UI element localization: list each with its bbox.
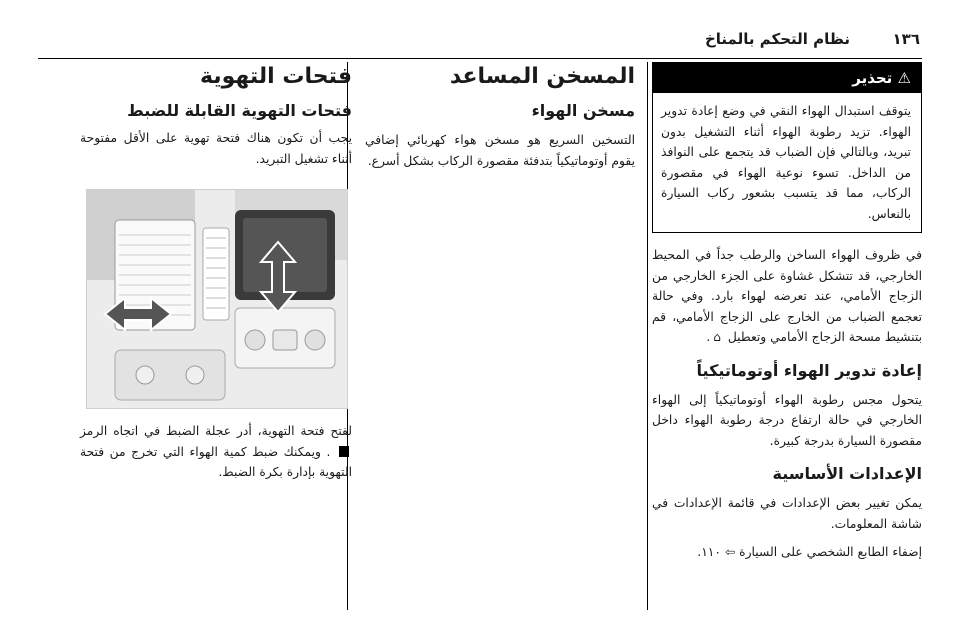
page-header bbox=[0, 12, 960, 52]
warning-header bbox=[653, 63, 921, 93]
reference-page: ١١٠. bbox=[697, 545, 722, 559]
paragraph-text: لفتح فتحة التهوية، أدر عجلة الضبط في اتجاه الرمز bbox=[80, 424, 352, 438]
section-heading: فتحات التهوية bbox=[200, 64, 352, 89]
warning-triangle-icon: ⚠ bbox=[897, 69, 911, 87]
right-column bbox=[652, 62, 922, 563]
warning-title: تحذير bbox=[852, 69, 893, 87]
reference-paragraph bbox=[652, 542, 922, 563]
page-number: ١٣٦ bbox=[892, 30, 920, 48]
section-heading: المسخن المساعد bbox=[449, 64, 635, 89]
paragraph bbox=[80, 421, 352, 483]
paragraph: يمكن تغيير بعض الإعدادات في قائمة الإعدادات في شاشة المعلومات. bbox=[652, 496, 922, 531]
reference-arrow-icon: ⇦ bbox=[724, 545, 736, 559]
open-vent-icon bbox=[339, 446, 349, 457]
dashboard-illustration bbox=[86, 190, 347, 409]
paragraph: يجب أن تكون هناك فتحة تهوية على الأقل مفتوحة أثناء تشغيل التبريد. bbox=[80, 131, 352, 166]
paragraph: التسخين السريع هو مسخن هواء كهربائي إضافي يقوم أوتوماتيكياً بتدفئة مقصورة الركاب بشكل أسرع. bbox=[365, 133, 635, 168]
paragraph: في ظروف الهواء الساخن والرطب جداً في المحيط الخارجي، قد تتشكل غشاوة على الجزء الخارجي من الزجاج الأمامي، عند تعرضه لهواء بارد. وفي حالة تعجمع الضباب من الخارج على الزجاج الأمامي، قم بتنشيط مسحة الزجاج الأمامي وتعطيل ⌂. bbox=[652, 245, 922, 348]
header-rule bbox=[38, 58, 922, 59]
vent-figure bbox=[86, 189, 348, 409]
paragraph-text: . ويمكنك ضبط كمية الهواء التي تخرج من فتحة التهوية بإدارة بكرة الضبط. bbox=[80, 444, 352, 479]
warning-box bbox=[652, 62, 922, 233]
windshield-heat-icon: ⌂ bbox=[713, 330, 721, 344]
subheading: فتحات التهوية القابلة للضبط bbox=[127, 101, 352, 120]
subheading-recirculation: إعادة تدوير الهواء أوتوماتيكياً bbox=[696, 360, 922, 380]
warning-text: يتوقف استبدال الهواء النقي في وضع إعادة تدوير الهواء. تزيد رطوبة الهواء أثناء التشغيل بدون تبريد، وبالتالي فإن الضباب قد يتجمع على النوافذ من الداخل. تسوء نوعية الهواء في مقصورة الركاب، مما قد يتسبب بشعور ركاب السيارة بالنعاس. bbox=[661, 104, 911, 221]
reference-text: إضفاء الطابع الشخصي على السيارة bbox=[739, 545, 922, 559]
middle-column bbox=[365, 62, 635, 171]
paragraph-text: في ظروف الهواء الساخن والرطب جداً في المحيط الخارجي، قد تتشكل غشاوة على الجزء الخارجي من الزجاج الأمامي، عند تعرضه لهواء بارد. وفي حالة تعجمع الضباب من الخارج على الزجاج الأمامي، قم بتنشيط مسحة الزجاج الأمامي وتعطيل bbox=[652, 248, 922, 344]
paragraph: يتحول مجس رطوبة الهواء أوتوماتيكياً إلى الهواء الخارجي في حالة ارتفاع درجة رطوبة الهواء داخل مقصورة السيارة بدرجة كبيرة. bbox=[652, 392, 922, 448]
column-divider bbox=[647, 62, 648, 610]
running-title: نظام التحكم بالمناخ bbox=[704, 30, 850, 48]
subheading-basic-settings: الإعدادات الأساسية bbox=[772, 464, 922, 483]
left-column bbox=[80, 62, 352, 483]
subheading: مسخن الهواء bbox=[531, 101, 635, 120]
